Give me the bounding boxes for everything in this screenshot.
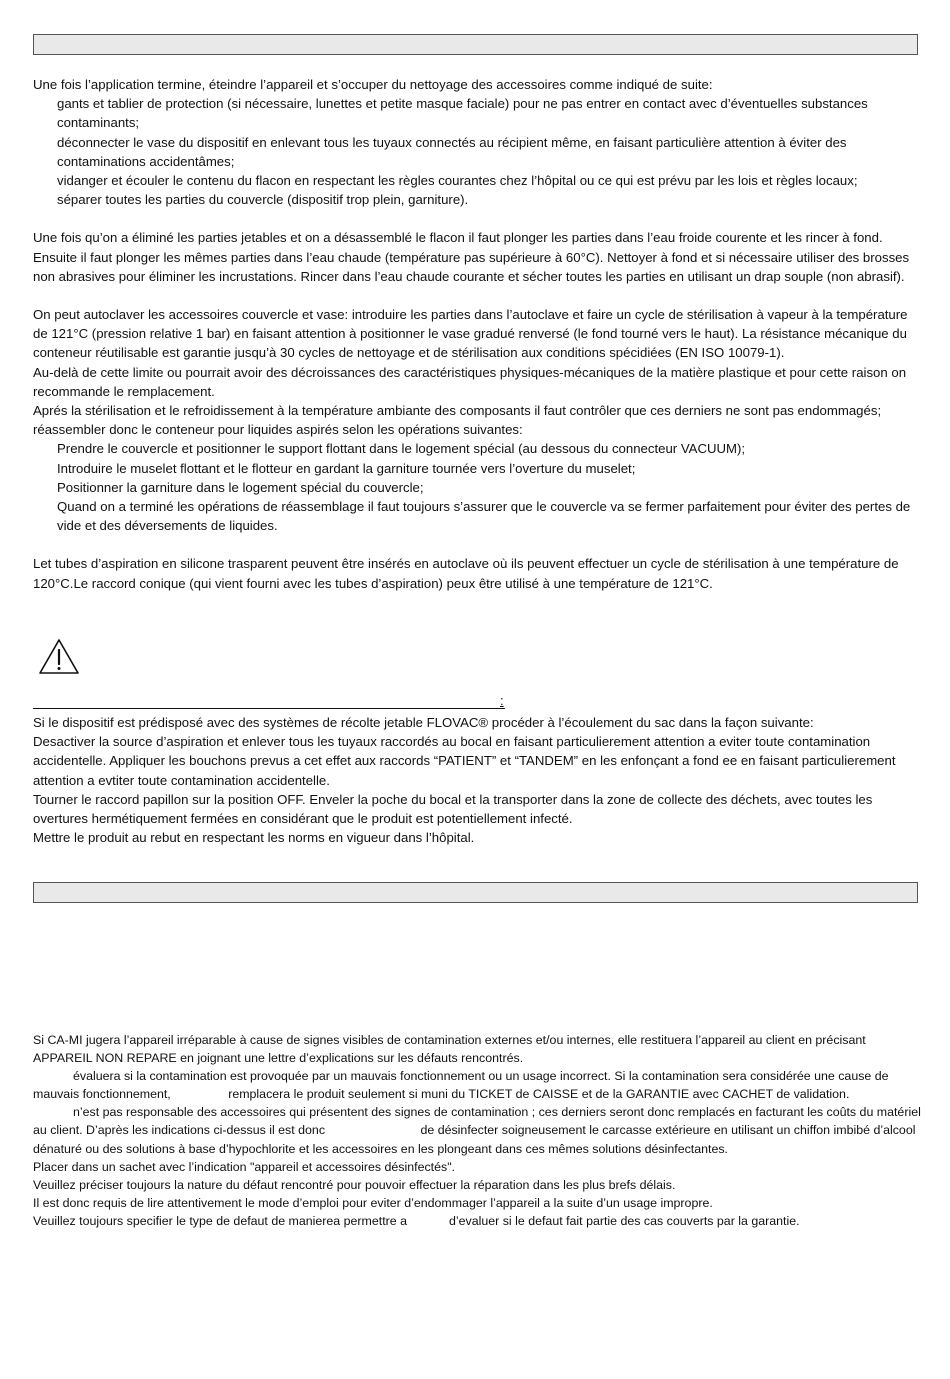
list-item: déconnecter le vase du dispositif en enlevant tous les tuyaux connectés au récipient même, en faisant particulière attention à éviter des contaminations accidentâmes; [57,134,847,169]
repair-paragraph: Placer dans un sachet avec l’indication "appareil et accessoires désinfectés". [33,1159,456,1174]
repair-text: remplacera le produit seulement si muni du TICKET de CAISSE et de la GARANTIE avec CACHET de validation. [228,1087,850,1102]
flovac-line: Tourner le raccord papillon sur la position OFF. Enveler la poche du bocal et la transporter dans la zone de collecte des déchets, avec toutes les overtures hermétiquement fermées en considérant que le produit est potentiellement infecté. [33,791,873,827]
repair-paragraph: Veuillez préciser toujours la nature du défaut rencontré pour pouvoir effectuer la réparation dans les plus brefs délais. [33,1177,676,1192]
repair-paragraph [33,1067,921,1103]
repair-paragraph: Si CA-MI jugera l’appareil irréparable à cause de signes visibles de contamination externes et/ou internes, elle restituera l’appareil au client en précisant APPAREIL NON REPARE en joignant une lettre d’explications sur les défauts rencontrés. [33,1033,866,1066]
repair-paragraph [33,1212,921,1230]
repair-text: n’est pas responsable des accessoires qui présentent des signes de contamination ; ces derniers seront donc remplacés en facturant les coûts du matériel au client. D’après les indications ci-dessus il est donc [33,1105,921,1138]
heading-colon: : [500,693,504,708]
flovac-line: Desactiver la source d’aspiration et enlever tous les tuyaux raccordés au bocal en faisant particulierement attention a eviter toute contamination accidentelle. Appliquer les bouchons prevus a cet effet aux raccords “PATIENT” et “TANDEM” en les enfonçant a fond ee en faisant particulierement attention a evtiter toute contamination accidentelle. [33,734,896,788]
limit-paragraph: Au-delà de cette limite ou pourrait avoir des décroissances des caractéristiques physiques-mécaniques de la matière plastique et pour cette raison on recommande le remplacement. [33,364,907,399]
step-item: Quand on a terminé les opérations de réassemblage il faut toujours s’assurer que le couvercle va se fermer parfaitement pour éviter des pertes de vide et des déversements de liquides. [57,499,911,534]
step-item: Introduire le muselet flottant et le flotteur en gardant la garniture tournée vers l’overture du muselet; [57,460,636,476]
step-item: Positionner la garniture dans le logement spécial du couvercle; [57,479,424,495]
warning-icon [38,638,80,676]
repair-text: évaluera si la contamination est provoquée par un mauvais fonctionnement ou un usage incorrect. Si la contamination sera considérée une cause de mauvais fonctionnement, [33,1069,889,1102]
intro-text: Une fois l’application termine, éteindre l’appareil et s’occuper du nettoyage des accessoires comme indiqué de suite: [33,77,713,92]
section-header-bar [33,882,918,903]
list-item: séparer toutes les parties du couvercle (dispositif trop plein, garniture). [57,192,469,208]
flovac-section [33,713,921,847]
repair-text: Veuillez toujours specifier le type de defaut de manierea permettre a [33,1213,407,1228]
repair-text: de désinfecter soigneusement le carcasse extérieure en utilisant un chiffon imbibé d’alcool dénaturé ou des solutions à base d’hypochlorite et les accessoires en les plongeant dans ces mêmes solutions désinfectantes. [33,1123,916,1156]
tubes-paragraph: Let tubes d’aspiration en silicone trasparent peuvent être insérés en autoclave où ils peuvent effectuer un cycle de stérilisation à une température de 120°C.Le raccord conique (qui vient fourni avec les tubes d’aspiration) peux être utilisé à une température de 121°C. [33,556,899,591]
repair-text: d’evaluer si le defaut fait partie des cas couverts par la garantie. [449,1213,800,1228]
cleaning-section [33,75,921,593]
section-header-bar [33,34,918,55]
repair-section [33,1031,921,1230]
repair-paragraph: Il est donc requis de lire attentivement le mode d’emploi pour eviter d’endommager l’appareil a la suite d’un usage impropre. [33,1195,713,1210]
list-item: gants et tablier de protection (si nécessaire, lunettes et petite masque faciale) pour ne pas entrer en contact avec d’éventuelles substances contaminants; [57,96,868,131]
reassembly-paragraph: Aprés la stérilisation et le refroidissement à la température ambiante des composants il faut contrôler que ces derniers ne sont pas endommagés; réassembler donc le conteneur pour liquides aspirés selon les opérations suivantes: [33,403,882,438]
flovac-line: Si le dispositif est prédisposé avec des systèmes de récolte jetable FLOVAC® procéder à l’écoulement du sac dans la façon suivante: [33,715,814,730]
wash-paragraph: Une fois qu’on a éliminé les parties jetables et on a désassemblé le flacon il faut plonger les parties dans l’eau froide courente et les rincer à fond. Ensuite il faut plonger les mêmes parties dans l’eau chaude (température pas supérieure à 60°C). Nettoyer à fond et si nécessaire utiliser des brosses non abrasives pour éliminer les incrustations. Rincer dans l’eau chaude courante et sécher toutes les parties en utilisant un drap souple (non abrasif). [33,230,910,284]
flovac-line: Mettre le produit au rebut en respectant les norms en vigueur dans l’hôpital. [33,830,475,846]
repair-paragraph [33,1103,921,1157]
autoclave-paragraph: On peut autoclaver les accessoires couvercle et vase: introduire les parties dans l’autoclave et faire un cycle de stérilisation à vapeur à la température de 121°C (pression relative 1 bar) en faisant attention à positionner le vase gradué renversé (le fond tourné vers le haut). La résistance mécanique du conteneur réutilisable est garantie jusqu’à 30 cycles de nettoyage et de stérilisation aux conditions spécidiées (EN ISO 10079-1). [33,307,908,361]
list-item: vidanger et écouler le contenu du flacon en respectant les règles courantes chez l’hôpital ou ce qui est prévu par les lois et règles locaux; [57,173,858,189]
heading-underline [33,708,505,709]
step-item: Prendre le couvercle et positionner le support flottant dans le logement spécial (au dessous du connecteur VACUUM); [57,441,746,457]
